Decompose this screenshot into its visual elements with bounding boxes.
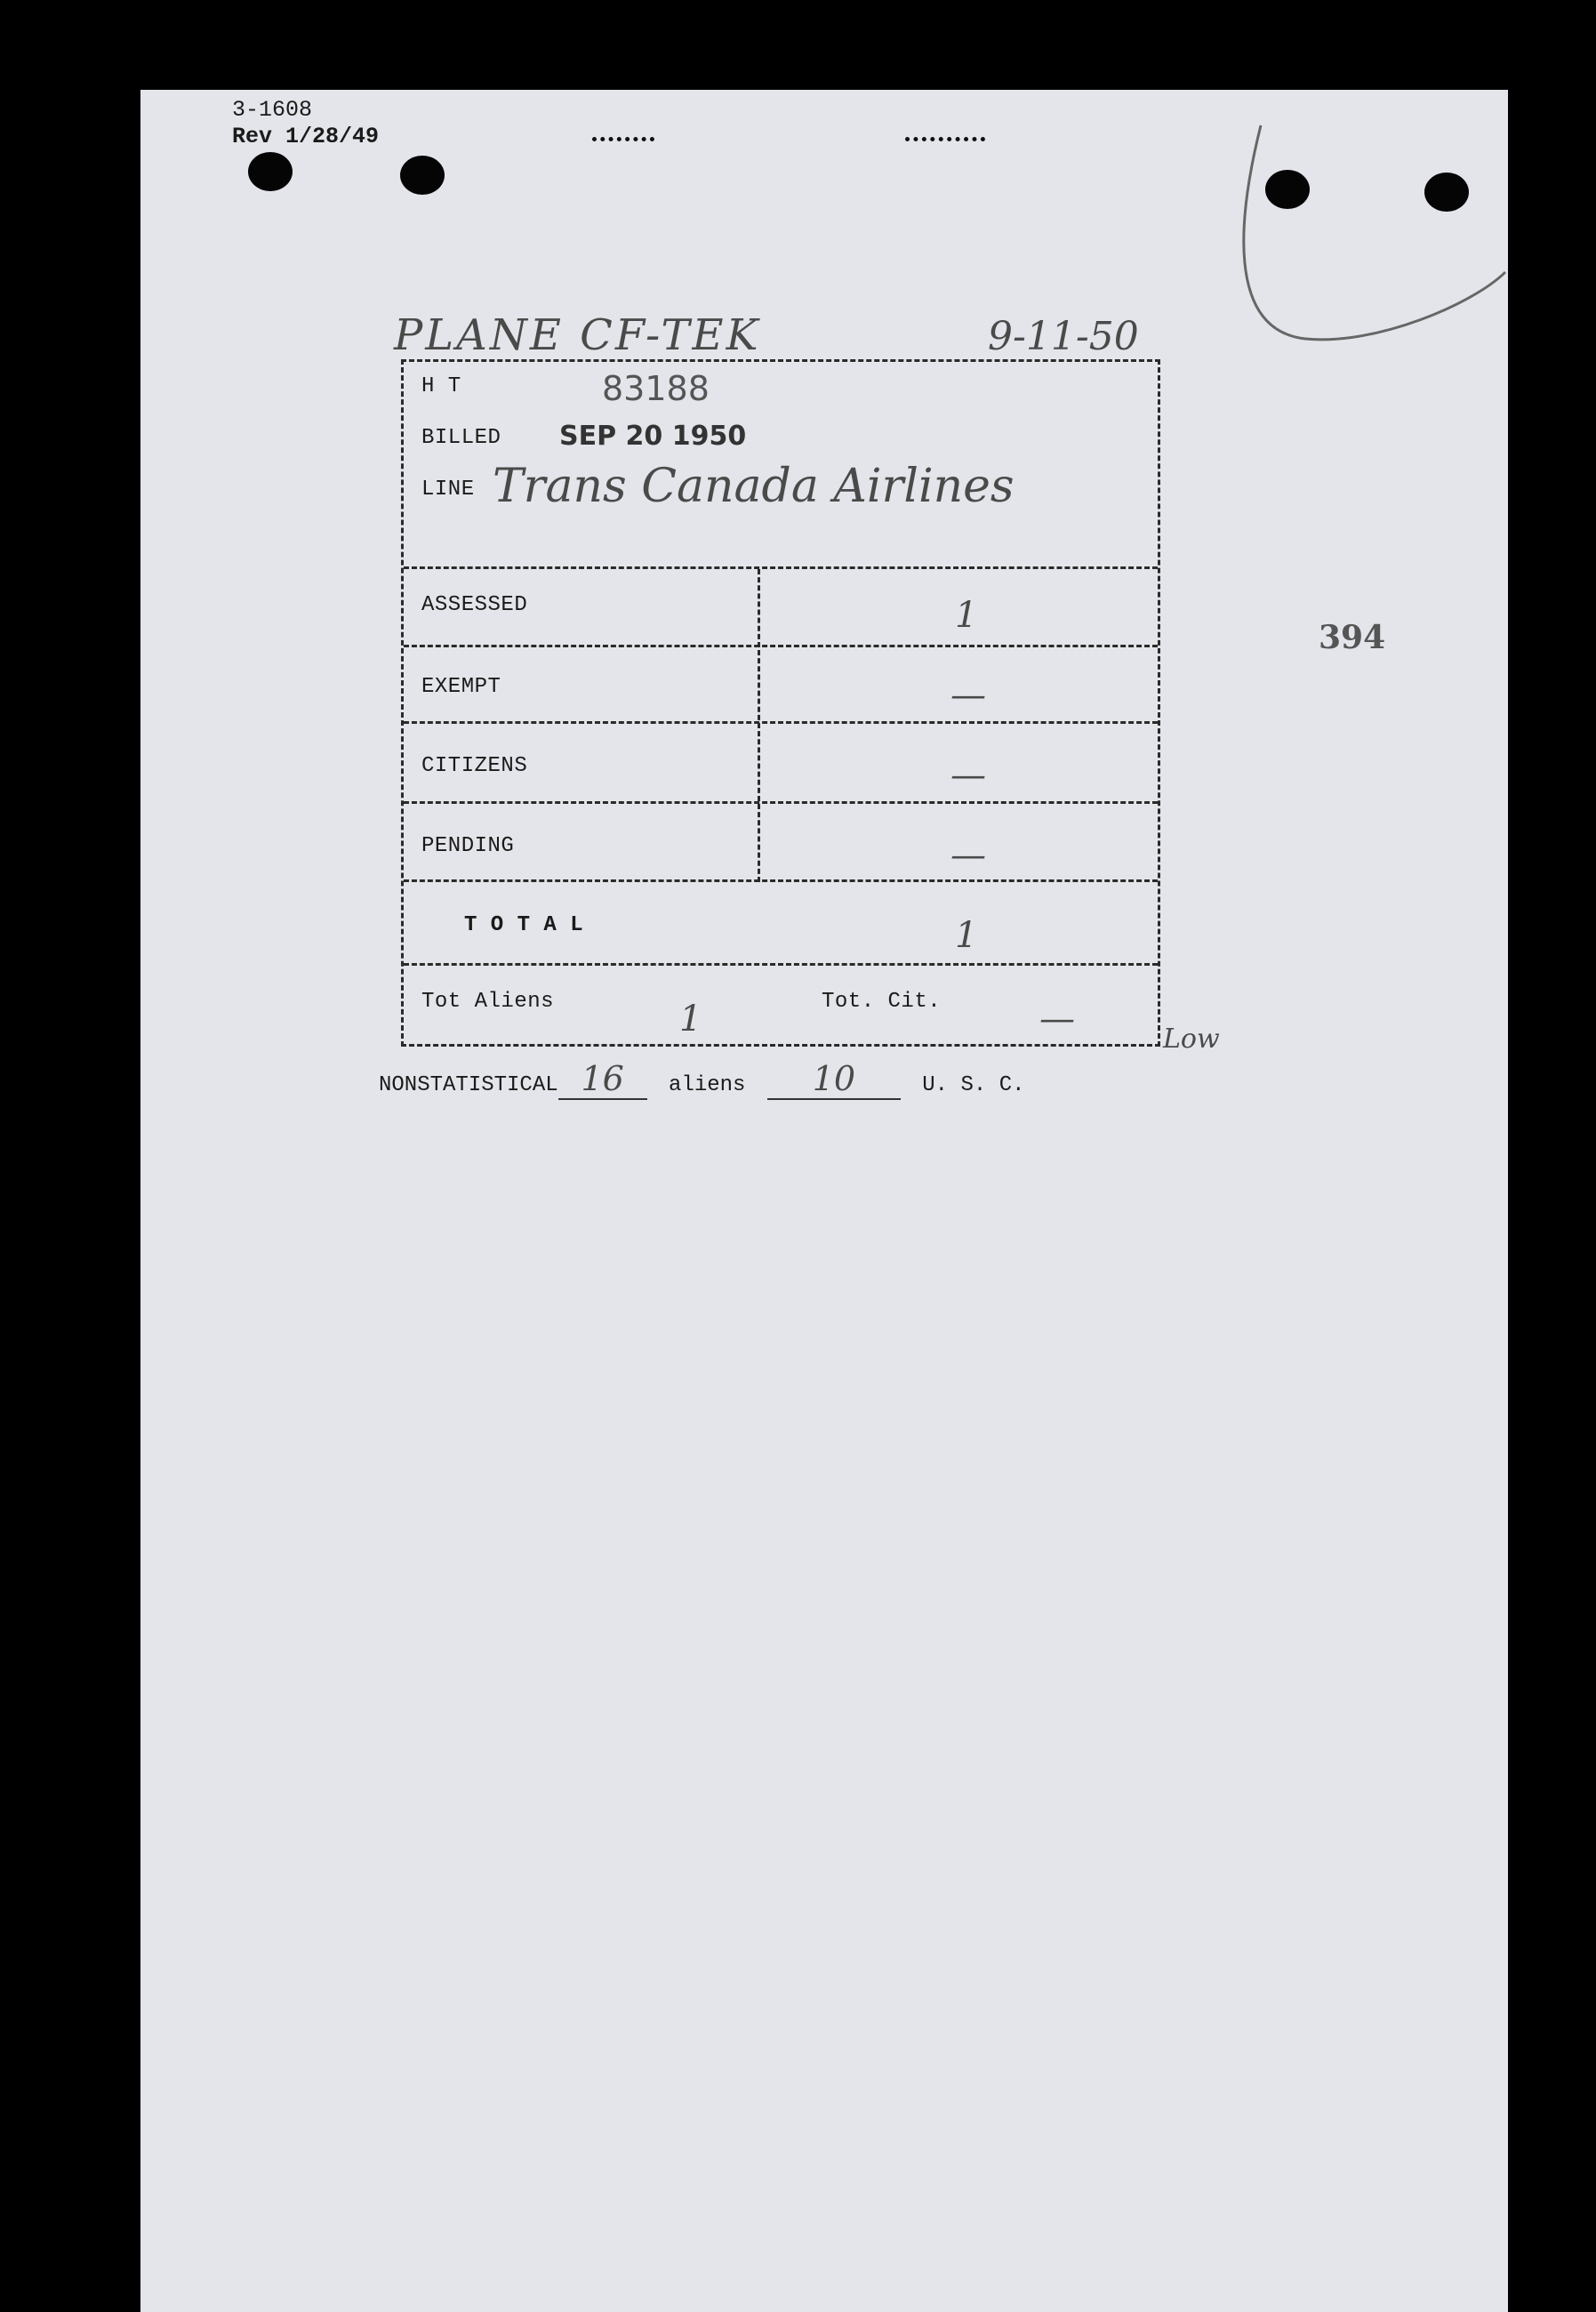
page-number: 394 <box>1319 619 1386 656</box>
smudge-mark <box>592 137 654 147</box>
form-divider <box>404 566 1158 569</box>
nonstatistical-label: NONSTATISTICAL <box>379 1073 558 1097</box>
form-divider <box>404 721 1158 724</box>
row-label-exempt: EXEMPT <box>421 675 501 699</box>
punch-hole <box>248 152 293 191</box>
row-label-citizens: CITIZENS <box>421 754 528 778</box>
billed-label: BILLED <box>421 426 501 450</box>
smudge-mark <box>905 137 985 147</box>
row-value-exempt: — <box>950 675 986 716</box>
handwritten-plane: PLANE CF-TEK <box>394 310 761 360</box>
row-label-assessed: ASSESSED <box>421 593 528 617</box>
nonstatistical-aliens-value: 16 <box>558 1059 647 1100</box>
usc-value: 10 <box>767 1059 901 1100</box>
punch-hole <box>400 156 445 195</box>
form-number: 3-1608 <box>232 97 313 123</box>
usc-label: U. S. C. <box>922 1073 1025 1097</box>
form-column-divider <box>758 569 760 882</box>
handwritten-date: 9-11-50 <box>988 314 1139 359</box>
tot-aliens-label: Tot Aliens <box>421 990 555 1014</box>
tally-form <box>401 359 1160 1047</box>
tot-aliens-value: 1 <box>679 999 702 1040</box>
document-page <box>140 90 1508 2312</box>
nonstatistical-line <box>379 1059 1025 1100</box>
form-revision: Rev 1/28/49 <box>232 124 380 149</box>
row-value-citizens: — <box>950 755 986 796</box>
form-divider <box>404 645 1158 647</box>
aliens-label: aliens <box>669 1073 746 1097</box>
pencil-arc-mark <box>1207 116 1510 419</box>
ht-label: H T <box>421 374 461 398</box>
ht-number: 83188 <box>602 369 710 408</box>
form-divider <box>404 879 1158 882</box>
row-value-assessed: 1 <box>955 595 978 636</box>
tot-cit-label: Tot. Cit. <box>822 990 942 1014</box>
handwritten-initials: Low <box>1163 1024 1220 1055</box>
form-divider <box>404 963 1158 966</box>
handwritten-line-value: Trans Canada Airlines <box>493 460 1015 513</box>
billed-stamp: SEP 20 1950 <box>559 421 747 452</box>
row-label-pending: PENDING <box>421 834 515 858</box>
line-label: LINE <box>421 478 475 502</box>
tot-cit-value: — <box>1039 999 1075 1040</box>
row-value-pending: — <box>950 835 986 876</box>
total-value: 1 <box>955 915 978 956</box>
form-divider <box>404 801 1158 804</box>
total-label: T O T A L <box>464 913 584 937</box>
